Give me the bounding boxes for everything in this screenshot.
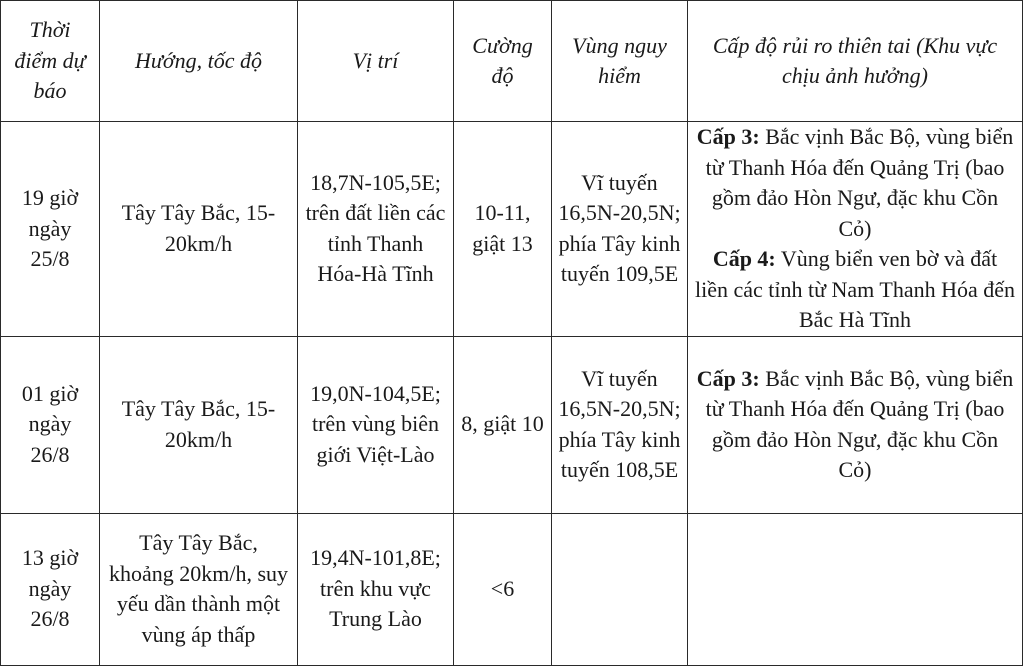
- risk-area-text: Vùng biển ven bờ và đất liền các tỉnh từ Nam Thanh Hóa đến Bắc Hà Tĩnh: [694, 246, 1016, 332]
- cell-position: 19,4N-101,8E; trên khu vực Trung Lào: [298, 513, 454, 665]
- cell-direction: Tây Tây Bắc, khoảng 20km/h, suy yếu dần thành một vùng áp thấp: [100, 513, 298, 665]
- cell-risk: [688, 336, 1023, 513]
- header-direction-speed: Hướng, tốc độ: [100, 1, 298, 122]
- risk-area-text: Bắc vịnh Bắc Bộ, vùng biển từ Thanh Hóa đến Quảng Trị (bao gồm đảo Hòn Ngư, đặc khu Cồn Cỏ): [705, 124, 1014, 241]
- header-row: [1, 1, 1023, 122]
- risk-entry: [694, 122, 1016, 244]
- cell-position: 19,0N-104,5E; trên vùng biên giới Việt-Lào: [298, 336, 454, 513]
- cell-intensity: 8, giật 10: [454, 336, 552, 513]
- risk-level-label: Cấp 3:: [696, 124, 760, 149]
- header-intensity: Cường độ: [454, 1, 552, 122]
- cell-danger-zone: Vĩ tuyến 16,5N-20,5N; phía Tây kinh tuyến 108,5E: [552, 336, 688, 513]
- cell-direction: Tây Tây Bắc, 15- 20km/h: [100, 122, 298, 337]
- risk-entry: [694, 244, 1016, 336]
- cell-intensity: <6: [454, 513, 552, 665]
- table-row: [1, 513, 1023, 665]
- risk-entry: [694, 364, 1016, 486]
- cell-intensity: 10-11, giật 13: [454, 122, 552, 337]
- table-row: [1, 122, 1023, 337]
- risk-level-label: Cấp 3:: [696, 365, 760, 391]
- table-row: [1, 336, 1023, 513]
- cell-time: 19 giờ ngày 25/8: [1, 122, 100, 337]
- cell-position: 18,7N-105,5E; trên đất liền các tỉnh Thanh Hóa-Hà Tĩnh: [298, 122, 454, 337]
- header-danger-zone: Vùng nguy hiểm: [552, 1, 688, 122]
- cell-direction: Tây Tây Bắc, 15- 20km/h: [100, 336, 298, 513]
- cell-risk: [688, 122, 1023, 337]
- risk-area-text: Bắc vịnh Bắc Bộ, vùng biển từ Thanh Hóa đến Quảng Trị (bao gồm đảo Hòn Ngư, đặc khu Cồn Cỏ): [705, 365, 1014, 482]
- header-position: Vị trí: [298, 1, 454, 122]
- risk-level-label: Cấp 4:: [712, 246, 776, 271]
- cell-risk: [688, 513, 1023, 665]
- header-forecast-time: Thời điểm dự báo: [1, 1, 100, 122]
- cell-danger-zone: [552, 513, 688, 665]
- header-risk-level: Cấp độ rủi ro thiên tai (Khu vực chịu ảnh hưởng): [688, 1, 1023, 122]
- cell-time: 13 giờ ngày 26/8: [1, 513, 100, 665]
- cell-danger-zone: Vĩ tuyến 16,5N-20,5N; phía Tây kinh tuyến 109,5E: [552, 122, 688, 337]
- cell-time: 01 giờ ngày 26/8: [1, 336, 100, 513]
